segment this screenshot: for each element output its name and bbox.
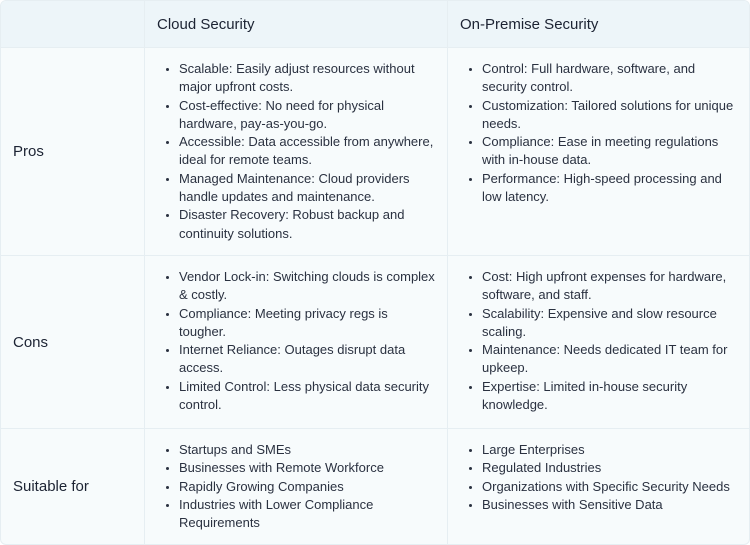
list-item: • Managed Maintenance: Cloud providers handle updates and maintenance. bbox=[179, 170, 437, 207]
list-item: • Vendor Lock-in: Switching clouds is complex & costly. bbox=[179, 268, 437, 305]
list-item: • Internet Reliance: Outages disrupt data access. bbox=[179, 341, 437, 378]
list-item: • Industries with Lower Compliance Requirements bbox=[179, 496, 437, 533]
table-row-suitable-for bbox=[1, 429, 749, 544]
suitable-cloud-list bbox=[145, 429, 447, 532]
cons-onprem-cell bbox=[448, 256, 749, 428]
list-item: • Scalable: Easily adjust resources without major upfront costs. bbox=[179, 60, 437, 97]
list-item: • Businesses with Sensitive Data bbox=[482, 496, 739, 514]
list-item: • Control: Full hardware, software, and security control. bbox=[482, 60, 739, 97]
table-header-row bbox=[1, 1, 749, 48]
list-item: • Limited Control: Less physical data security control. bbox=[179, 378, 437, 415]
list-item: • Regulated Industries bbox=[482, 459, 739, 477]
header-cell-empty bbox=[1, 1, 145, 47]
list-item: • Rapidly Growing Companies bbox=[179, 478, 437, 496]
row-label-cons: Cons bbox=[1, 256, 145, 428]
header-cloud-security: Cloud Security bbox=[145, 1, 448, 47]
list-item: • Accessible: Data accessible from anywhere, ideal for remote teams. bbox=[179, 133, 437, 170]
row-label-pros: Pros bbox=[1, 48, 145, 255]
list-item: • Scalability: Expensive and slow resource scaling. bbox=[482, 305, 739, 342]
pros-cloud-cell bbox=[145, 48, 448, 255]
suitable-onprem-cell bbox=[448, 429, 749, 544]
pros-onprem-cell bbox=[448, 48, 749, 255]
row-label-suitable-for: Suitable for bbox=[1, 429, 145, 544]
list-item: • Businesses with Remote Workforce bbox=[179, 459, 437, 477]
table-row-cons bbox=[1, 256, 749, 429]
list-item: • Disaster Recovery: Robust backup and continuity solutions. bbox=[179, 206, 437, 243]
suitable-onprem-list bbox=[448, 429, 749, 514]
header-on-premise-security: On-Premise Security bbox=[460, 15, 599, 33]
pros-cloud-list bbox=[145, 48, 447, 243]
list-item: • Customization: Tailored solutions for unique needs. bbox=[482, 97, 739, 134]
cons-onprem-list bbox=[448, 256, 749, 414]
list-item: • Large Enterprises bbox=[482, 441, 739, 459]
list-item: • Maintenance: Needs dedicated IT team for upkeep. bbox=[482, 341, 739, 378]
list-item: • Compliance: Meeting privacy regs is tougher. bbox=[179, 305, 437, 342]
list-item: • Expertise: Limited in-house security knowledge. bbox=[482, 378, 739, 415]
suitable-cloud-cell bbox=[145, 429, 448, 544]
cons-cloud-cell bbox=[145, 256, 448, 428]
list-item: • Organizations with Specific Security Needs bbox=[482, 478, 739, 496]
list-item: • Compliance: Ease in meeting regulations with in-house data. bbox=[482, 133, 739, 170]
table-row-pros bbox=[1, 48, 749, 256]
cons-cloud-list bbox=[145, 256, 447, 414]
list-item: • Startups and SMEs bbox=[179, 441, 437, 459]
list-item: • Performance: High-speed processing and low latency. bbox=[482, 170, 739, 207]
list-item: • Cost-effective: No need for physical hardware, pay-as-you-go. bbox=[179, 97, 437, 134]
pros-onprem-list bbox=[448, 48, 749, 206]
list-item: • Cost: High upfront expenses for hardware, software, and staff. bbox=[482, 268, 739, 305]
